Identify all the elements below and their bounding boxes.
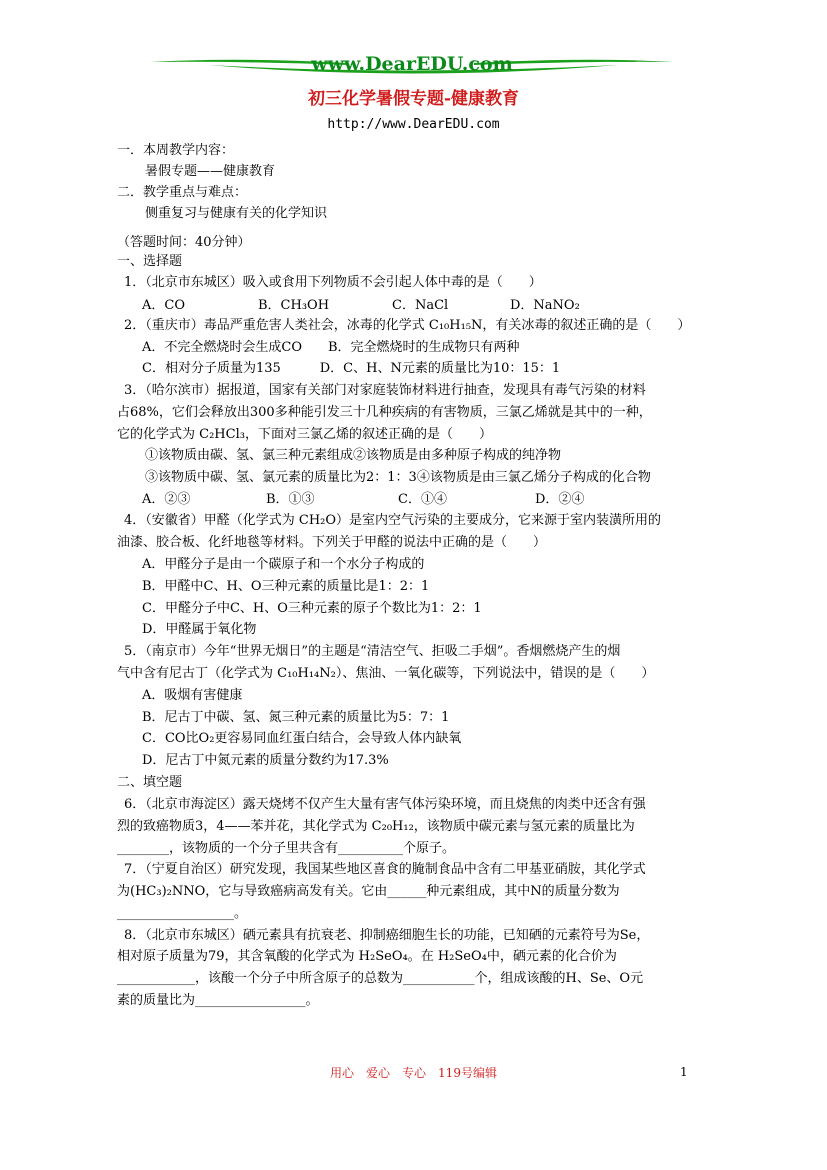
option-c: C．①④ [398, 492, 447, 507]
question-text: 烈的致癌物质3，4——苯并花，其化学式为 C₂₀H₁₂，该物质中碳元素与氢元素的质量比为 [117, 819, 635, 834]
question-text: 4．（安徽省）甲醛（化学式为 CH₂O）是室内空气污染的主要成分，它来源于室内装潢所用的 [124, 513, 662, 528]
site-logo-text: www.DearEDU.com [311, 53, 513, 75]
question-text: 3．（哈尔滨市）据报道，国家有关部门对家庭装饰材料进行抽查，发现具有毒气污染的材料 [124, 383, 646, 398]
question-text: 相对原子质量为79，其含氧酸的化学式为 H₂SeO₄。在 H₂SeO₄中，硒元素的化合价为 [117, 949, 617, 964]
section-heading: 一．本周教学内容： [117, 143, 235, 158]
option-c: C．NaCl [392, 298, 449, 313]
option-line: C．相对分子质量为135 D．C、H、N元素的质量比为10：15：1 [142, 361, 561, 376]
option-c: C．甲醛分子中C、H、O三种元素的原子个数比为1：2：1 [142, 601, 482, 616]
question-text: ____________，该酸一个分子中所含原子的总数为___________个，组成该酸的H、Se、O元 [117, 971, 644, 986]
page-footer: 用心 爱心 专心 119号编辑 [330, 1066, 497, 1080]
question-text: __________________。 [117, 906, 248, 921]
question-text: 素的质量比为_________________。 [117, 993, 319, 1008]
option-b: B．尼古丁中碳、氢、氮三种元素的质量比为5：7：1 [142, 710, 450, 725]
option-b: B．①③ [266, 492, 315, 507]
section-heading: 二．教学重点与难点： [117, 185, 248, 200]
option-a: A．②③ [142, 492, 191, 507]
option-a: A．甲醛分子是由一个碳原子和一个水分子构成的 [142, 557, 425, 572]
option-line: A．不完全燃烧时会生成CO B．完全燃烧时的生成物只有两种 [142, 340, 520, 355]
option-d: D．②④ [535, 492, 585, 507]
option-a: A．吸烟有害健康 [142, 688, 243, 703]
question-text: 5．（南京市）今年“世界无烟日”的主题是“清洁空气、拒吸二手烟”。香烟燃烧产生的烟 [124, 644, 621, 659]
option-b: B．CH₃OH [258, 298, 330, 313]
option-c: C．CO比O₂更容易同血红蛋白结合，会导致人体内缺氧 [142, 731, 462, 746]
statement-line: ③该物质中碳、氢、氯元素的质量比为2：1：3④该物质是由三氯乙烯分子构成的化合物 [145, 470, 651, 485]
option-d: D．甲醛属于氧化物 [142, 622, 257, 637]
question-text: 6．（北京市海淀区）露天烧烤不仅产生大量有害气体污染环境，而且烧焦的肉类中还含有强 [124, 797, 646, 812]
question-text: 占68%，它们会释放出300多种能引发三十几种疾病的有害物质，三氯乙烯就是其中的一种， [117, 405, 652, 420]
option-a: A．CO [142, 298, 185, 313]
question-text: 1．（北京市东城区）吸入或食用下列物质不会引起人体中毒的是（ ） [124, 275, 542, 290]
question-text: 油漆、胶合板、化纤地毯等材料。下列关于甲醛的说法中正确的是（ ） [117, 535, 547, 550]
text-line: 侧重复习与健康有关的化学知识 [145, 206, 328, 221]
section-heading: 二、填空题 [117, 775, 183, 790]
question-text: 为(HC₃)₂NNO，它与导致癌病高发有关。它由______种元素组成，其中N的质量分数为 [117, 884, 620, 899]
document-url[interactable]: http://www.DearEDU.com [327, 117, 500, 132]
text-line: 暑假专题——健康教育 [145, 164, 276, 179]
statement-line: ①该物质由碳、氢、氯三种元素组成②该物质是由多种原子构成的纯净物 [145, 448, 562, 463]
option-d: D．尼古丁中氮元素的质量分数约为17.3% [142, 753, 389, 768]
question-text: 7．（宁夏自治区）研究发现，我国某些地区喜食的腌制食品中含有二甲基亚硝胺，其化学式 [124, 862, 646, 877]
question-text: ________，该物质的一个分子里共含有__________个原子。 [117, 841, 456, 856]
site-header-banner [148, 52, 676, 82]
text-line: （答题时间：40分钟） [117, 235, 251, 250]
section-heading: 一、选择题 [117, 254, 183, 269]
option-b: B．甲醛中C、H、O三种元素的质量比是1：2：1 [142, 579, 430, 594]
question-text: 2．（重庆市）毒品严重危害人类社会，冰毒的化学式 C₁₀H₁₅N，有关冰毒的叙述正确的是（ ） [124, 318, 691, 333]
page-number: 1 [680, 1065, 688, 1079]
question-text: 气中含有尼古丁（化学式为 C₁₀H₁₄N₂）、焦油、一氧化碳等，下列说法中，错误的是（ ） [117, 666, 655, 681]
question-text: 8．（北京市东城区）硒元素具有抗衰老、抑制癌细胞生长的功能，已知硒的元素符号为Se， [124, 928, 650, 943]
question-text: 它的化学式为 C₂HCl₃，下面对三氯乙烯的叙述正确的是（ ） [117, 427, 492, 442]
document-title: 初三化学暑假专题-健康教育 [307, 89, 520, 109]
option-d: D．NaNO₂ [510, 298, 580, 313]
